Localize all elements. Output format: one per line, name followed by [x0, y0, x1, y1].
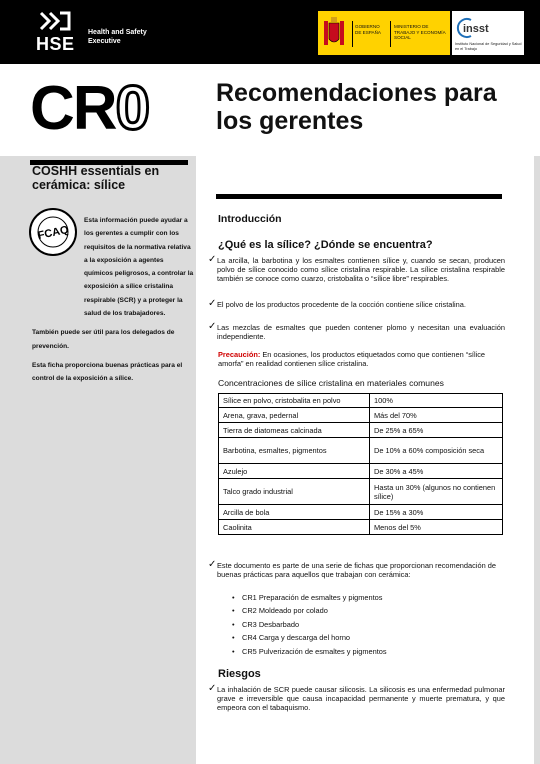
table-row	[219, 505, 503, 520]
bullet-dot-icon: •	[232, 633, 235, 643]
list-item-label: CR3 Desbarbado	[242, 619, 300, 629]
bullet-text: La inhalación de SCR puede causar silicosis. La silicosis es una enfermedad pulmonar grave e irreversible que causa incapacidad permanente y muerte prematura, y que empeora con el tabaquismo.	[217, 685, 505, 713]
material-cell: Tierra de diatomeas calcinada	[219, 423, 370, 438]
series-list	[232, 591, 387, 658]
list-item-label: CR1 Preparación de esmaltes y pigmentos	[242, 593, 383, 602]
series-text: Este documento es parte de una serie de fichas que proporcionan recomendación de buenas prácticas para aquellos que trabajan con cerámica:	[217, 561, 496, 580]
material-cell: Caolinita	[219, 520, 370, 535]
table-row	[219, 423, 503, 438]
fcaq-label: FCAQ	[36, 223, 70, 243]
list-item	[232, 618, 387, 631]
check-mark-icon: ✓	[208, 321, 217, 332]
material-cell: Azulejo	[219, 464, 370, 479]
intro-paragraph-3: Esta ficha proporciona buenas prácticas para el control de la exposición a sílice.	[32, 361, 183, 383]
material-cell: Arcilla de bola	[219, 505, 370, 520]
concentration-cell: De 15% a 30%	[370, 505, 503, 520]
header-band	[0, 0, 540, 64]
list-item-label: CR5 Pulverización de esmaltes y pigmentos	[242, 646, 387, 656]
material-cell: Sílice en polvo, cristobalita en polvo	[219, 394, 370, 408]
insst-logo	[452, 11, 524, 55]
list-item	[232, 631, 387, 644]
check-mark-icon: ✓	[208, 559, 217, 570]
heading-introduccion: Introducción	[218, 213, 282, 225]
concentration-cell: De 30% a 45%	[370, 464, 503, 479]
check-mark-icon: ✓	[208, 254, 217, 265]
concentration-cell: 100%	[370, 394, 503, 408]
concentration-cell: De 10% a 60% composición seca	[370, 438, 503, 464]
divider	[390, 21, 391, 47]
page-title: Recomendaciones para los gerentes	[216, 79, 497, 135]
intro-paragraph-1: Esta información puede ayudar a los gerentes a cumplir con los requisitos de la normativa relativa a la exposición a agentes químicos peligrosos, a controlar la exposición a sílice cristalina respirable (SCR) y a proteger la salud de los trabajadores.	[84, 217, 194, 318]
hse-logo-text: HSE	[36, 34, 75, 54]
bullet-dot-icon: •	[232, 606, 235, 616]
list-item-label: CR4 Carga y descarga del horno	[242, 633, 351, 643]
bullet-text: Las mezclas de esmaltes que pueden contener plomo y necesitan una evaluación independiente.	[217, 323, 505, 342]
table-row	[219, 464, 503, 479]
gobierno-logo	[318, 11, 450, 55]
list-item	[232, 604, 387, 617]
list-item	[232, 645, 387, 658]
table-row	[219, 438, 503, 464]
code-prefix: CR	[30, 74, 116, 143]
material-cell: Arena, grava, pedernal	[219, 408, 370, 423]
material-cell: Talco grado industrial	[219, 479, 370, 505]
heading-riesgos: Riesgos	[218, 668, 261, 680]
silica-table	[218, 393, 503, 535]
code-digit: 0	[115, 74, 149, 143]
bullet-text: El polvo de los productos procedente de la cocción contiene sílice cristalina.	[217, 300, 466, 309]
check-mark-icon: ✓	[208, 298, 217, 309]
document-subtitle: COSHH essentials en cerámica: sílice	[32, 164, 160, 192]
table-title: Concentraciones de sílice cristalina en materiales comunes	[218, 378, 444, 388]
insst-wordmark: insst	[463, 23, 489, 35]
concentration-cell: De 25% a 65%	[370, 423, 503, 438]
concentration-cell: Hasta un 30% (algunos no contienen sílice)	[370, 479, 503, 505]
divider	[352, 21, 353, 47]
right-rule	[216, 194, 502, 199]
list-item	[232, 591, 387, 604]
table-row	[219, 408, 503, 423]
bullet-dot-icon: •	[232, 646, 235, 656]
hse-mark-icon	[38, 10, 72, 32]
precaution-note	[218, 350, 502, 368]
insst-fullname: Instituto Nacional de Seguridad y Salud en el Trabajo	[455, 42, 522, 51]
table-row	[219, 394, 503, 408]
concentration-cell: Más del 70%	[370, 408, 503, 423]
gobierno-text: GOBIERNO DE ESPAÑA	[355, 24, 381, 35]
intro-paragraph-2: También puede ser útil para los delegados de prevención.	[32, 329, 175, 350]
material-cell: Barbotina, esmaltes, pigmentos	[219, 438, 370, 464]
bullet-dot-icon: •	[232, 593, 235, 602]
document-code	[30, 74, 148, 144]
table-row	[219, 520, 503, 535]
check-mark-icon: ✓	[208, 683, 217, 694]
intro-text	[32, 214, 194, 392]
list-item-label: CR2 Moldeado por colado	[242, 606, 328, 616]
concentration-cell: Menos del 5%	[370, 520, 503, 535]
heading-que-es: ¿Qué es la sílice? ¿Dónde se encuentra?	[218, 239, 433, 251]
bullet-dot-icon: •	[232, 619, 235, 629]
precaution-text: En ocasiones, los productos etiquetados como que contienen “sílice amorfa” en realidad contienen sílice cristalina.	[218, 350, 486, 369]
precaution-label: Precaución:	[218, 350, 261, 359]
coat-of-arms-icon	[322, 15, 346, 51]
bullet-text: La arcilla, la barbotina y los esmaltes contienen sílice y, cuando se secan, producen polvo de sílice conocido como sílice cristalina respirable. La sílice cristalina respirable también se conoce como cuarzo, cristobalita o “sílice libre” respirables.	[217, 256, 505, 284]
hse-subtitle: Health and Safety Executive	[88, 29, 147, 45]
table-row	[219, 479, 503, 505]
ministry-text: MINISTERIO DE TRABAJO Y ECONOMÍA SOCIAL	[394, 24, 446, 40]
